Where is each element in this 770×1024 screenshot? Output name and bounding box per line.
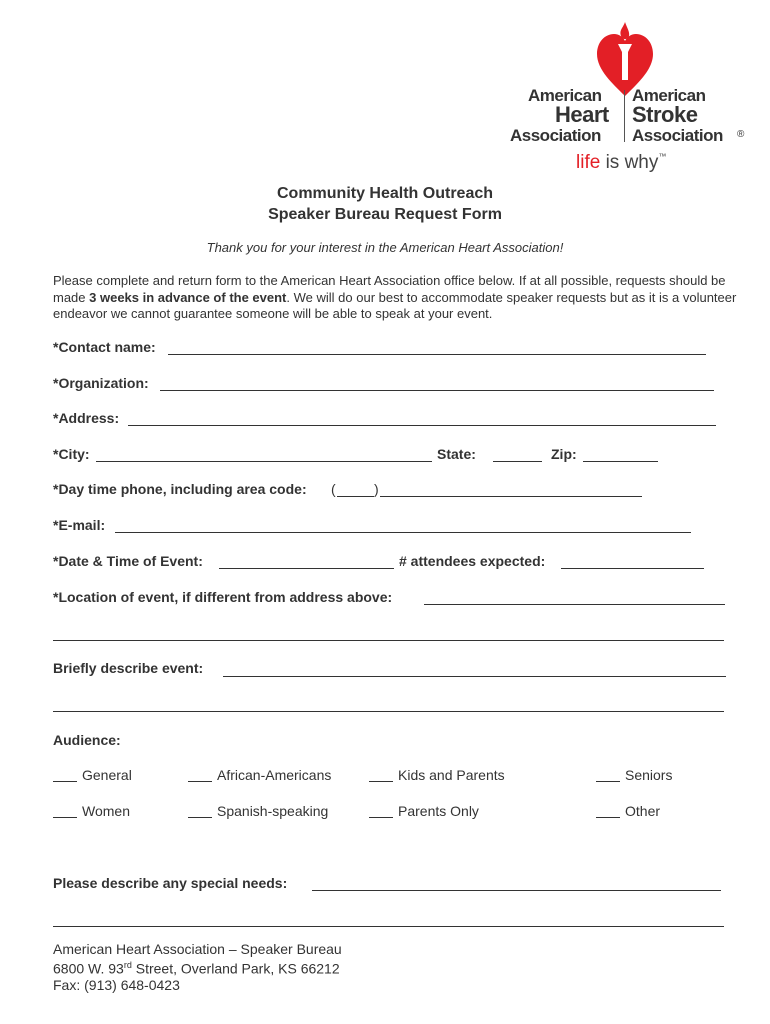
organization-input[interactable] (160, 390, 714, 391)
audience-african-americans-label: African-Americans (217, 767, 332, 783)
title-line1: Community Health Outreach (276, 185, 494, 202)
contact-name-label: *Contact name: (53, 339, 156, 355)
contact-name-input[interactable] (168, 354, 706, 355)
checkbox-blank[interactable] (596, 817, 620, 818)
footer-addr-pre: 6800 W. 93 (53, 960, 124, 977)
asa-line2: Stroke (632, 102, 698, 127)
date-time-input[interactable] (219, 568, 394, 569)
checkbox-blank[interactable] (369, 817, 393, 818)
audience-general[interactable] (53, 767, 132, 783)
checkbox-blank[interactable] (188, 817, 212, 818)
audience-seniors-label: Seniors (625, 767, 673, 783)
audience-spanish[interactable] (188, 803, 328, 819)
tagline-life: life (576, 152, 601, 173)
state-label: State: (437, 446, 476, 462)
email-input[interactable] (115, 532, 691, 533)
city-label: *City: (53, 446, 90, 462)
footer-fax: Fax: (913) 648-0423 (53, 976, 180, 993)
footer-line2 (53, 957, 342, 977)
date-time-label: *Date & Time of Event: (53, 553, 203, 569)
audience-label: Audience: (53, 732, 121, 748)
audience-other-label: Other (625, 803, 661, 819)
address-label: *Address: (53, 410, 120, 426)
zip-label: Zip: (551, 446, 577, 462)
attendees-input[interactable] (561, 568, 704, 569)
audience-seniors[interactable] (596, 767, 672, 783)
registered-mark: ® (737, 129, 745, 140)
audience-women[interactable] (53, 803, 130, 819)
audience-african-americans[interactable] (188, 767, 331, 783)
intro-paragraph (53, 273, 743, 323)
checkbox-blank[interactable] (188, 781, 212, 782)
checkbox-blank[interactable] (53, 817, 77, 818)
audience-women-label: Women (82, 803, 130, 819)
asa-line1: American (632, 86, 706, 105)
address-input[interactable] (128, 425, 716, 426)
footer-line1: American Heart Association – Speaker Bureau (53, 941, 342, 957)
special-needs-input[interactable] (312, 890, 721, 891)
area-code-input[interactable] (337, 496, 374, 497)
special-needs-label: Please describe any special needs: (53, 875, 288, 891)
aha-line1: American (528, 86, 602, 105)
audience-kids-parents[interactable] (369, 767, 505, 783)
aha-logo (505, 18, 755, 178)
intro-part2: . We will do our best to accommodate speaker requests but as it is a volunteer endeavor we cannot guarantee someone will be able to speak at your event. (53, 289, 737, 321)
tagline (576, 152, 666, 174)
footer-addr-post: Street, Overland Park, KS 66212 (131, 960, 340, 977)
tagline-tm: ™ (658, 152, 667, 161)
checkbox-blank[interactable] (53, 781, 77, 782)
audience-spanish-label: Spanish-speaking (217, 803, 329, 819)
location-input-line2[interactable] (53, 640, 724, 641)
aha-line3: Association (510, 126, 601, 145)
attendees-label: # attendees expected: (399, 553, 546, 569)
phone-label: *Day time phone, including area code: (53, 481, 307, 497)
special-needs-input-line2[interactable] (53, 926, 724, 927)
audience-parents-only[interactable] (369, 803, 479, 819)
checkbox-blank[interactable] (596, 781, 620, 782)
city-input[interactable] (96, 461, 432, 462)
intro-bold: 3 weeks in advance of the event (89, 289, 287, 305)
title-line2: Speaker Bureau Request Form (268, 206, 502, 223)
location-label: *Location of event, if different from address above: (53, 589, 393, 605)
phone-input[interactable] (380, 496, 642, 497)
audience-general-label: General (82, 767, 132, 783)
footer-addr-sup: rd (123, 960, 132, 970)
describe-event-input-line2[interactable] (53, 711, 724, 712)
organization-label: *Organization: (53, 375, 149, 391)
zip-input[interactable] (583, 461, 658, 462)
location-input[interactable] (424, 604, 725, 605)
audience-kids-parents-label: Kids and Parents (398, 767, 505, 783)
phone-paren-close: ) (374, 481, 379, 497)
audience-parents-only-label: Parents Only (398, 803, 479, 819)
tagline-rest: is why (605, 152, 659, 173)
audience-other[interactable] (596, 803, 660, 819)
intro-part1: Please complete and return form to the American Heart Association office below. If at all possible, requests should be made (53, 273, 726, 305)
logo-divider (624, 90, 625, 142)
state-input[interactable] (493, 461, 542, 462)
describe-event-label: Briefly describe event: (53, 660, 204, 676)
email-label: *E-mail: (53, 517, 106, 533)
describe-event-input[interactable] (223, 676, 726, 677)
aha-line2: Heart (555, 102, 609, 127)
phone-paren-open: ( (331, 481, 336, 497)
thanks-text: Thank you for your interest in the American Heart Association! (206, 240, 564, 255)
asa-line3: Association (632, 126, 723, 145)
footer-address (53, 941, 342, 993)
checkbox-blank[interactable] (369, 781, 393, 782)
